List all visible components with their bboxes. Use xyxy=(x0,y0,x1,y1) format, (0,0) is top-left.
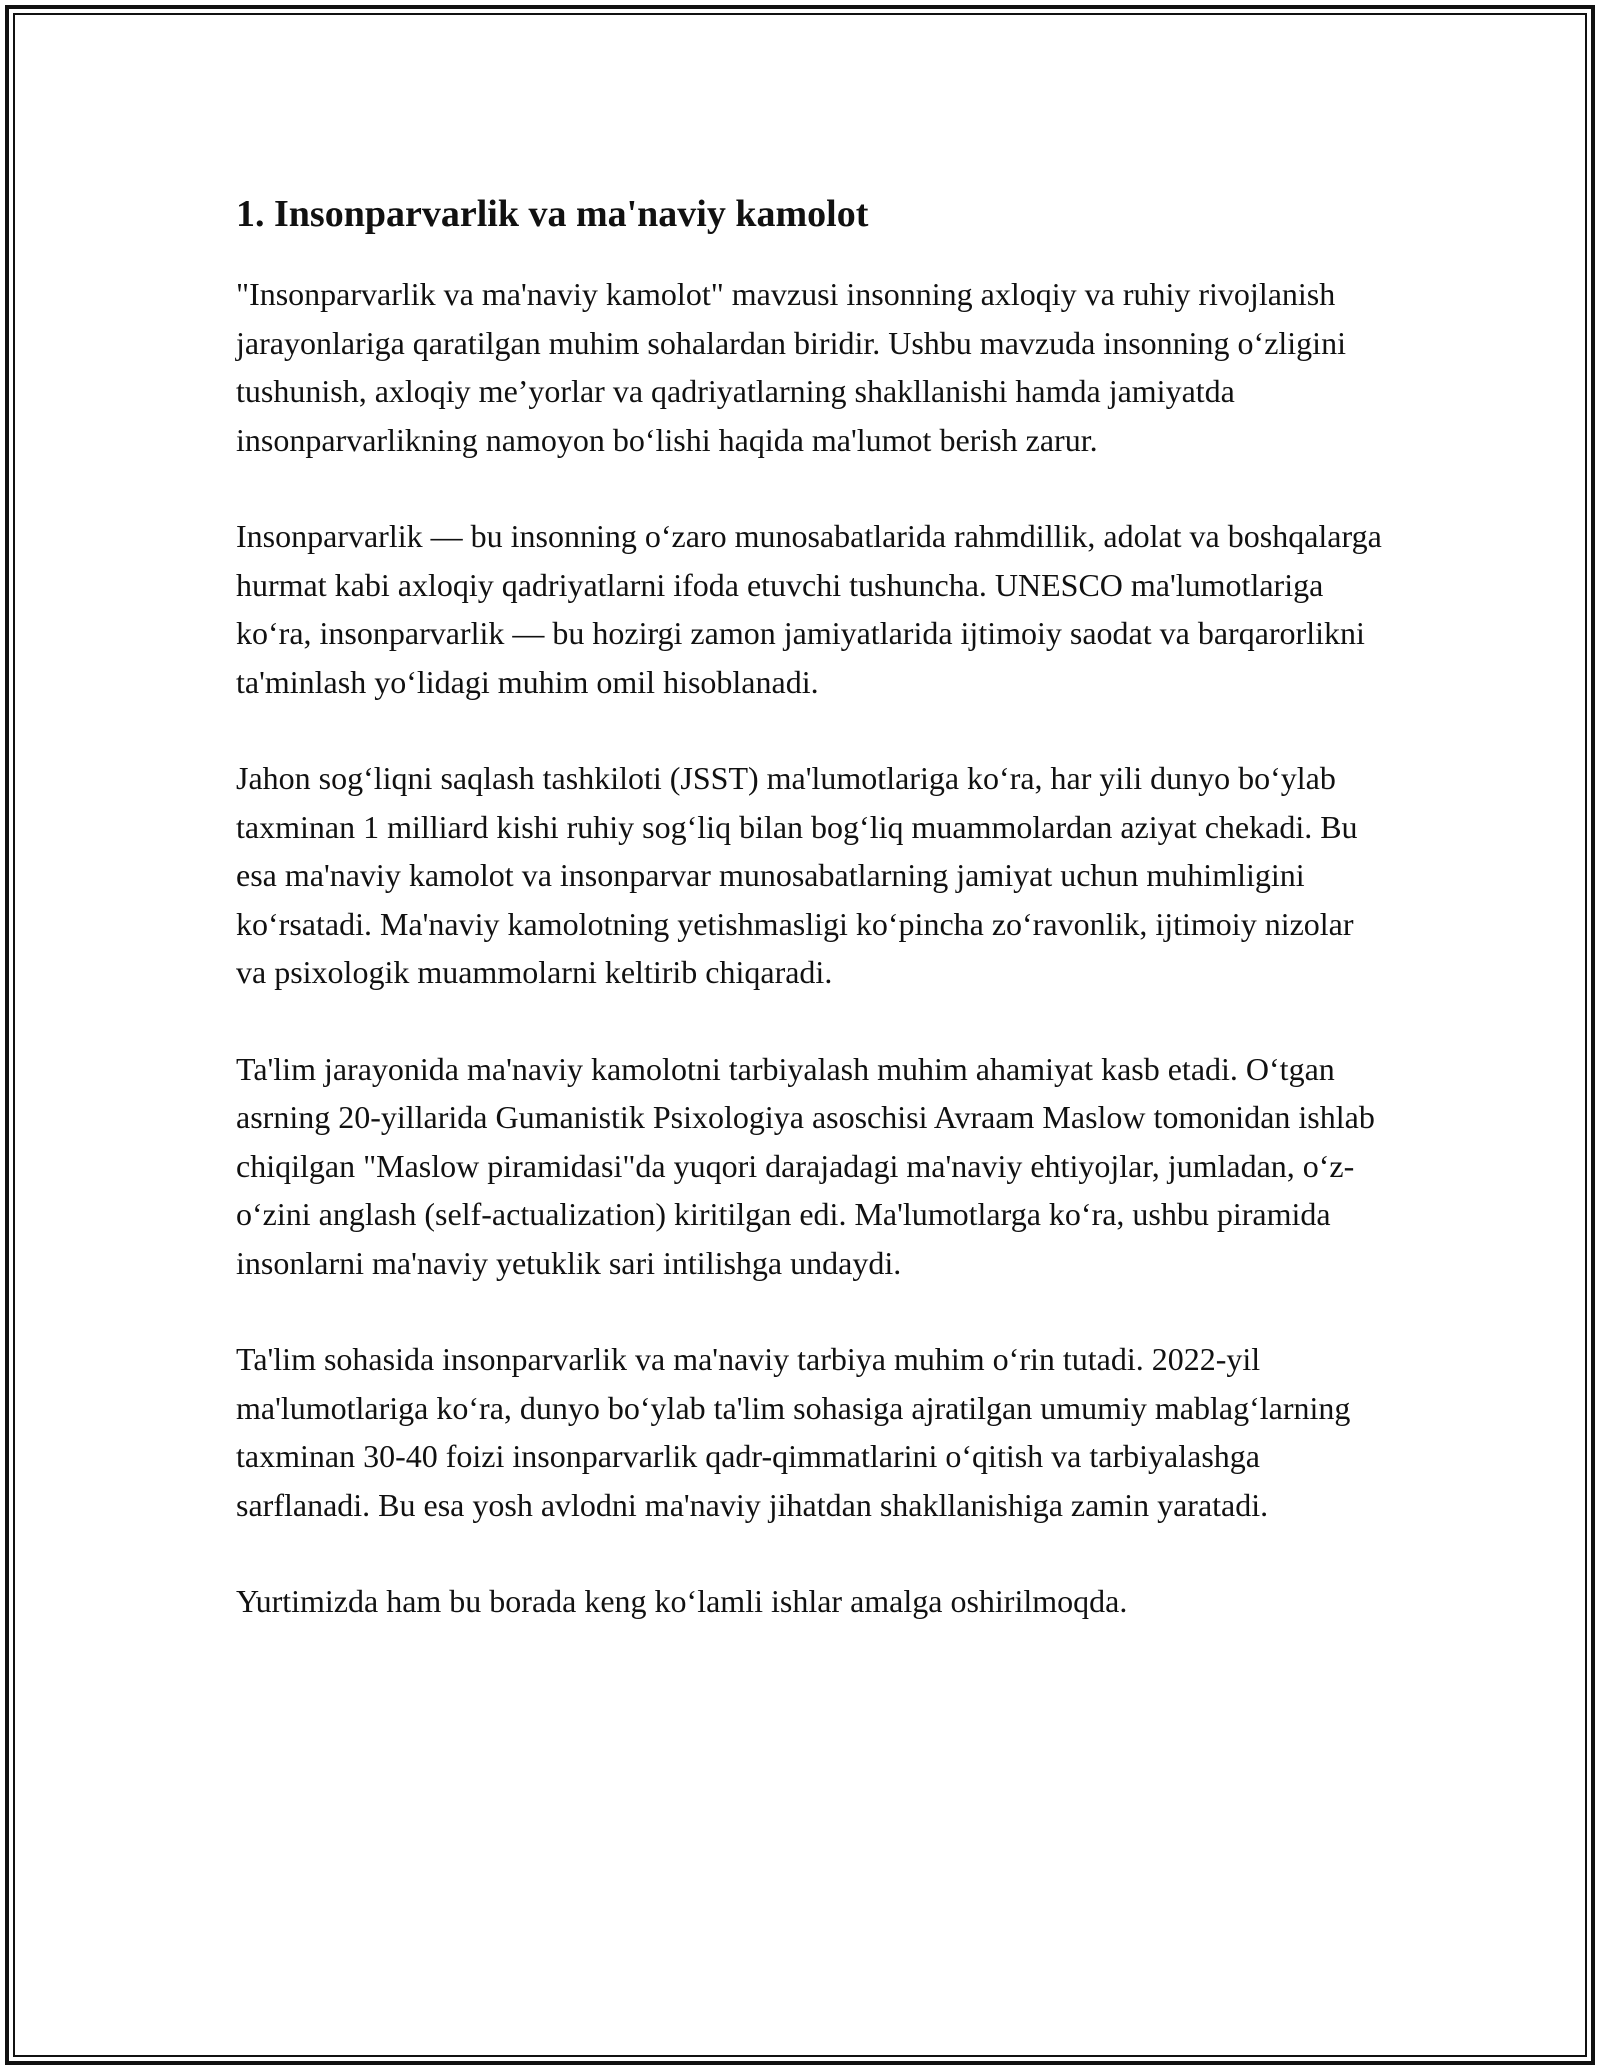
paragraph-intro: "Insonparvarlik va ma'naviy kamolot" mavzusi insonning axloqiy va ruhiy rivojlanish jarayonlariga qaratilgan muhim sohalardan biridir. Ushbu mavzuda insonning o‘zligini tushunish, axloqiy me’yorlar va qadriyatlarning shakllanishi hamda jamiyatda insonparvarlikning namoyon bo‘lishi haqida ma'lumot berish zarur. xyxy=(236,276,1346,458)
paragraph-education-funding: Ta'lim sohasida insonparvarlik va ma'naviy tarbiya muhim o‘rin tutadi. 2022-yil ma'lumotlariga ko‘ra, dunyo bo‘ylab ta'lim sohasiga ajratilgan umumiy mablag‘larning taxminan 30-40 foizi insonparvarlik qadr-qimmatlarini o‘qitish va tarbiyalashga sarflanadi. Bu esa yosh avlodni ma'naviy jihatdan shakllanishiga zamin yaratadi. xyxy=(236,1341,1351,1523)
paragraph-maslow: Ta'lim jarayonida ma'naviy kamolotni tarbiyalash muhim ahamiyat kasb etadi. O‘tgan asrning 20-yillarida Gumanistik Psixologiya asoschisi Avraam Maslow tomonidan ishlab chiqilgan "Maslow piramidasi"da yuqori darajadagi ma'naviy ehtiyojlar, jumladan, o‘z-o‘zini anglash (self-actualization) kiritilgan edi. Ma'lumotlarga ko‘ra, ushbu piramida insonlarni ma'naviy yetuklik sari intilishga undaydi. xyxy=(236,1050,1375,1281)
paragraph-who-statistics: Jahon sog‘liqni saqlash tashkiloti (JSST) ma'lumotlariga ko‘ra, har yili dunyo bo‘ylab taxminan 1 milliard kishi ruhiy sog‘liq bilan bog‘liq muammolardan aziyat chekadi. Bu esa ma'naviy kamolot va insonparvar munosabatlarning jamiyat uchun muhimligini ko‘rsatadi. Ma'naviy kamolotning yetishmasligi ko‘pincha zo‘ravonlik, ijtimoiy nizolar va psixologik muammolarni keltirib chiqaradi. xyxy=(236,760,1358,990)
paragraph-conclusion: Yurtimizda ham bu borada keng ko‘lamli ishlar amalga oshirilmoqda. xyxy=(236,1583,1128,1619)
document-body xyxy=(236,188,1386,1674)
section-heading: 1. Insonparvarlik va ma'naviy kamolot xyxy=(236,193,869,235)
paragraph-definition: Insonparvarlik — bu insonning o‘zaro munosabatlarida rahmdillik, adolat va boshqalarga hurmat kabi axloqiy qadriyatlarni ifoda etuvchi tushuncha. UNESCO ma'lumotlariga ko‘ra, insonparvarlik — bu hozirgi zamon jamiyatlarida ijtimoiy saodat va barqarorlikni ta'minlash yo‘lidagi muhim omil hisoblanadi. xyxy=(236,518,1382,700)
